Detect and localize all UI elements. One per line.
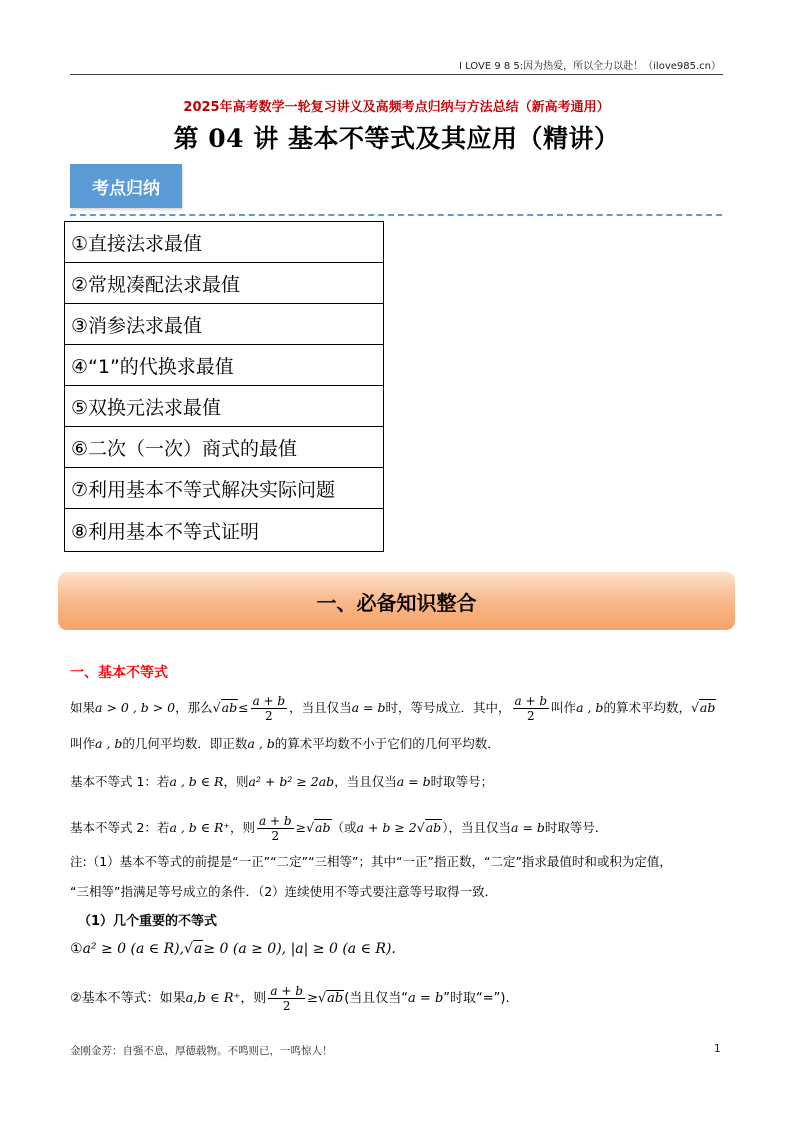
fraction-numerator: a + b — [259, 814, 292, 828]
text: ，当且仅当 — [289, 700, 352, 715]
text: 叫作 — [70, 736, 96, 751]
radicand: ab — [315, 820, 331, 835]
text: 的算术平均数不小于它们的几何平均数． — [274, 736, 500, 751]
paragraph-definition — [70, 694, 716, 723]
text: 的几何平均数．即正数 — [122, 736, 248, 751]
text: 如果 — [70, 700, 96, 715]
math-equality: a = b — [396, 774, 431, 789]
math-expression: a² + b² ≥ 2ab — [248, 774, 335, 789]
fraction-mean — [513, 694, 550, 723]
page-number: 1 — [714, 1043, 721, 1055]
math-equality: a = b — [510, 820, 545, 835]
inequality-2 — [70, 814, 607, 843]
text: ②基本不等式：如果 — [70, 991, 186, 1006]
text: ，则 — [230, 820, 256, 835]
key-point-row: ③消参法求最值 — [65, 304, 383, 345]
key-point-row: ⑥二次（一次）商式的最值 — [65, 427, 383, 468]
header-rule — [70, 74, 723, 75]
radicand: a — [193, 941, 203, 957]
paragraph-geometric-mean — [70, 734, 500, 754]
key-point-row: ①直接法求最值 — [65, 222, 383, 263]
footer-motto: 金刚金芳：自强不息，厚德载物。不鸣则已，一鸣惊人！ — [70, 1045, 333, 1057]
text: 叫作 — [551, 700, 577, 715]
text: ，当且仅当 — [334, 774, 397, 789]
subsection-heading: （1）几个重要的不等式 — [78, 914, 218, 929]
note-line-2: “三相等”指满足等号成立的条件．（2）连续使用不等式要注意等号取得一致． — [70, 884, 498, 899]
fraction-denominator: 2 — [265, 709, 273, 723]
geq-sign: ≥ — [295, 820, 307, 835]
sqrt-ab: √ab — [317, 991, 344, 1006]
list-item-2 — [70, 984, 510, 1013]
sqrt-ab: √ab — [306, 820, 331, 835]
radicand: ab — [699, 700, 716, 715]
fraction-mean — [251, 694, 288, 723]
math-ab: a , b — [247, 736, 275, 751]
key-points-table — [64, 221, 384, 552]
fraction-mean — [257, 814, 294, 843]
math-expression: ≥ 0 (a ≥ 0), |a| ≥ 0 (a ∈ R). — [203, 941, 396, 957]
dashed-divider — [70, 214, 722, 216]
key-point-row: ⑤双换元法求最值 — [65, 386, 383, 427]
math-equality: a = b — [408, 991, 444, 1006]
fraction-denominator: 2 — [271, 829, 280, 843]
leq-sign: ≤ — [238, 700, 249, 715]
fraction-numerator: a + b — [514, 694, 548, 708]
fraction-denominator: 2 — [526, 709, 535, 723]
math-condition: a , b ∈ R⁺ — [169, 820, 231, 835]
key-point-row: ②常规凑配法求最值 — [65, 263, 383, 304]
text: 的算术平均数， — [603, 700, 691, 715]
sqrt-ab: √ab — [416, 820, 442, 835]
kaodian-tag — [70, 164, 182, 208]
fraction-numerator: a + b — [252, 694, 286, 708]
document-subtitle: 2025年高考数学一轮复习讲义及高频考点归纳与方法总结（新高考通用） — [183, 100, 610, 115]
math-ab: a , b — [95, 736, 123, 751]
geq-sign: ≥ — [306, 991, 318, 1006]
sqrt-ab: √ab — [690, 700, 716, 715]
inequality-1 — [70, 772, 493, 792]
radicand: ab — [221, 700, 238, 715]
key-point-row: ⑧利用基本不等式证明 — [65, 509, 383, 552]
math-ab: a , b — [576, 700, 604, 715]
text: (当且仅当“ — [344, 991, 409, 1006]
radicand: ab — [425, 820, 442, 835]
text: 时取等号． — [544, 820, 608, 835]
fraction-mean — [268, 984, 305, 1013]
fraction-denominator: 2 — [282, 999, 291, 1013]
section-heading: 一、基本不等式 — [70, 665, 168, 681]
sqrt-ab: √ab — [212, 700, 238, 715]
text: ，则 — [240, 991, 267, 1006]
math-expression: a + b ≥ 2 — [356, 820, 417, 835]
section-banner — [58, 572, 735, 630]
radicand: ab — [327, 991, 344, 1006]
section-banner-label: 一、必备知识整合 — [316, 590, 477, 615]
text: 时取等号； — [430, 774, 494, 789]
math-condition: a > 0 , b > 0 — [95, 700, 176, 715]
math-condition: a , b ∈ R — [169, 774, 224, 789]
list-item-1 — [70, 939, 396, 959]
text: （或 — [331, 820, 357, 835]
circled-number: ① — [70, 941, 83, 957]
text: 基本不等式 1：若 — [70, 774, 170, 789]
fraction-numerator: a + b — [270, 984, 303, 998]
text: 时，等号成立．其中， — [385, 700, 511, 715]
text: ，则 — [223, 774, 249, 789]
note-line-1: 注:（1）基本不等式的前提是“一正”“二定”“三相等”；其中“一正”指正数，“二定”指求最值时和或积为定值， — [70, 854, 672, 869]
kaodian-tag-label: 考点归纳 — [92, 178, 160, 199]
text: ），当且仅当 — [442, 820, 511, 835]
sqrt-a: √a — [184, 941, 203, 957]
header-site-text: I LOVE 9 8 5:因为热爱，所以全力以赴！（ilove985.cn） — [458, 61, 721, 72]
text: ，那么 — [175, 700, 213, 715]
math-condition: a,b ∈ R⁺ — [185, 991, 241, 1006]
math-expression: a² ≥ 0 (a ∈ R), — [82, 941, 185, 957]
math-equality: a = b — [351, 700, 386, 715]
text: ”时取“=”). — [443, 991, 510, 1006]
key-point-row: ⑦利用基本不等式解决实际问题 — [65, 468, 383, 509]
key-point-row: ④“1”的代换求最值 — [65, 345, 383, 386]
text: 基本不等式 2：若 — [70, 820, 170, 835]
page-title: 第 04 讲 基本不等式及其应用（精讲） — [173, 124, 620, 153]
